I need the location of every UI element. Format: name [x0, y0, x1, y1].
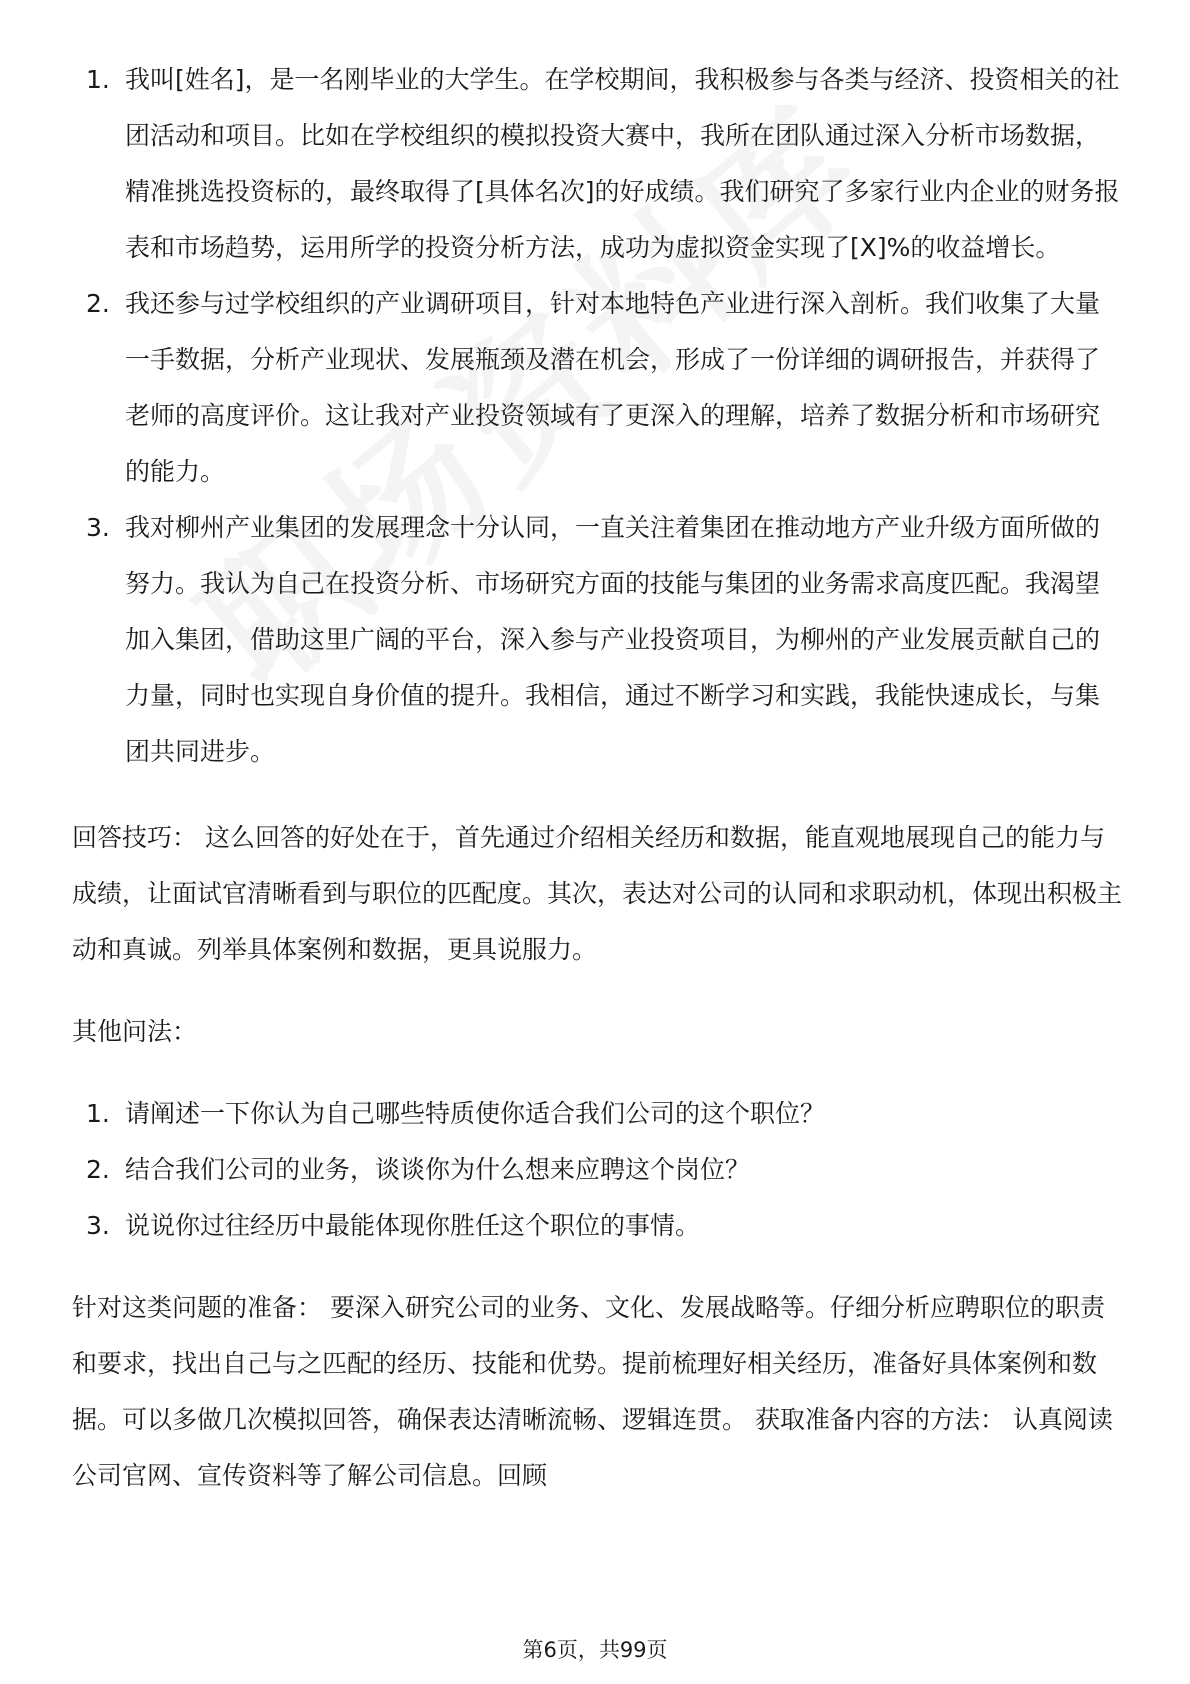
- list-number: 2.: [86, 1155, 110, 1184]
- list-item: [72, 1142, 1122, 1198]
- list-text: 请阐述一下你认为自己哪些特质使你适合我们公司的这个职位？: [125, 1099, 826, 1128]
- document-body: [72, 52, 1122, 1504]
- list-number: 2.: [86, 289, 110, 318]
- list-number: 3.: [86, 513, 110, 542]
- list-text: 说说你过往经历中最能体现你胜任这个职位的事情。: [125, 1211, 701, 1240]
- list-text: 我叫[姓名]，是一名刚毕业的大学生。在学校期间，我积极参与各类与经济、投资相关的社团活动和项目。比如在学校组织的模拟投资大赛中，我所在团队通过深入分析市场数据，精准挑选投资标的，最终取得了[具体名次]的好成绩。我们研究了多家行业内企业的财务报表和市场趋势，运用所学的投资分析方法，成功为虚拟资金实现了[X]%的收益增长。: [125, 65, 1120, 262]
- list-item: [72, 1198, 1122, 1254]
- page-number: 第6页，共99页: [522, 1638, 668, 1662]
- other-questions-heading: 其他问法：: [72, 1017, 198, 1046]
- preparation-paragraph: 针对这类问题的准备： 要深入研究公司的业务、文化、发展战略等。仔细分析应聘职位的职责和要求，找出自己与之匹配的经历、技能和优势。提前梳理好相关经历，准备好具体案例和数据。可以多做几次模拟回答，确保表达清晰流畅、逻辑连贯。 获取准备内容的方法： 认真阅读公司官网、宣传资料等了解公司信息。回顾: [72, 1293, 1113, 1490]
- list-text: 结合我们公司的业务，谈谈你为什么想来应聘这个岗位？: [125, 1155, 751, 1184]
- list-item: [72, 500, 1122, 780]
- list-text: 我对柳州产业集团的发展理念十分认同，一直关注着集团在推动地方产业升级方面所做的努力。我认为自己在投资分析、市场研究方面的技能与集团的业务需求高度匹配。我渴望加入集团，借助这里广阔的平台，深入参与产业投资项目，为柳州的产业发展贡献自己的力量，同时也实现自身价值的提升。我相信，通过不断学习和实践，我能快速成长，与集团共同进步。: [125, 513, 1101, 766]
- answer-tips-paragraph: 回答技巧： 这么回答的好处在于，首先通过介绍相关经历和数据，能直观地展现自己的能力与成绩，让面试官清晰看到与职位的匹配度。其次，表达对公司的认同和求职动机，体现出积极主动和真诚。列举具体案例和数据，更具说服力。: [72, 823, 1123, 964]
- answer-list: [72, 52, 1122, 780]
- other-questions-list: [72, 1086, 1122, 1254]
- list-text: 我还参与过学校组织的产业调研项目，针对本地特色产业进行深入剖析。我们收集了大量一手数据，分析产业现状、发展瓶颈及潜在机会，形成了一份详细的调研报告，并获得了老师的高度评价。这让我对产业投资领域有了更深入的理解，培养了数据分析和市场研究的能力。: [125, 289, 1101, 486]
- list-item: [72, 52, 1122, 276]
- list-item: [72, 276, 1122, 500]
- list-number: 1.: [86, 65, 110, 94]
- list-number: 1.: [86, 1099, 110, 1128]
- list-item: [72, 1086, 1122, 1142]
- list-number: 3.: [86, 1211, 110, 1240]
